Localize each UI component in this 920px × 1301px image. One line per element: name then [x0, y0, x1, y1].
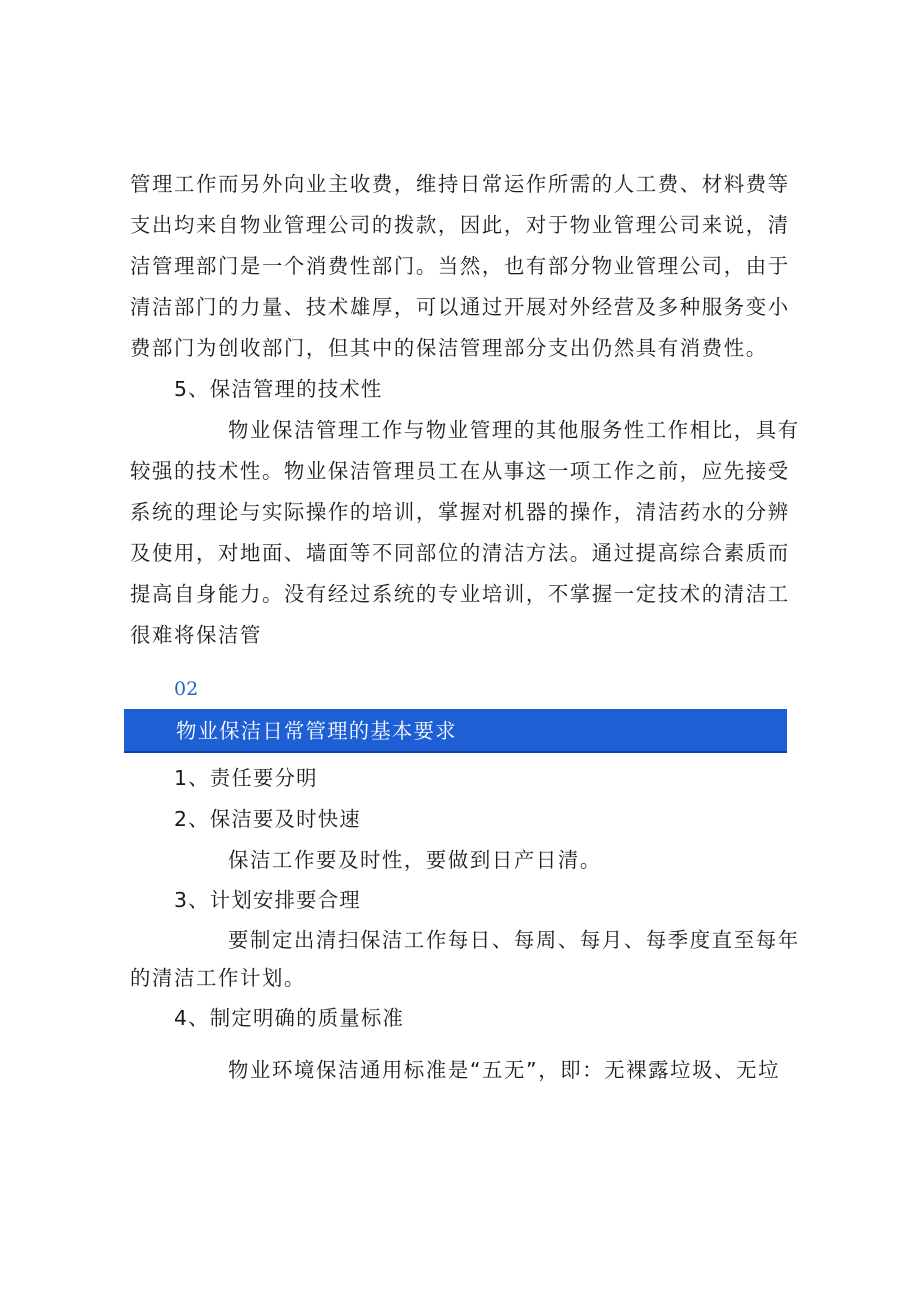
- paragraph-line: 系统的理论与实际操作的培训，掌握对机器的操作，清洁药水的分辨: [130, 500, 790, 524]
- requirement-item-1: 1、责任要分明: [174, 766, 318, 790]
- paragraph-line: 及使用，对地面、墙面等不同部位的清洁方法。通过提高综合素质而: [130, 541, 790, 565]
- requirement-item-2-text: 保洁工作要及时性，要做到日产日清。: [228, 848, 602, 872]
- requirement-item-3-text: 要制定出清扫保洁工作每日、每周、每月、每季度直至每年: [228, 928, 800, 952]
- paragraph-line: 管理工作而另外向业主收费，维持日常运作所需的人工费、材料费等: [130, 172, 790, 196]
- requirement-item-4-text: 物业环境保洁通用标准是“五无”，即：无裸露垃圾、无垃: [228, 1058, 781, 1082]
- paragraph-line: 清洁部门的力量、技术雄厚，可以通过开展对外经营及多种服务变小: [130, 295, 790, 319]
- section-title: 物业保洁日常管理的基本要求: [176, 719, 457, 743]
- paragraph-line: 费部门为创收部门，但其中的保洁管理部分支出仍然具有消费性。: [130, 336, 768, 360]
- item-5-heading: 5、保洁管理的技术性: [174, 377, 383, 401]
- requirement-item-2: 2、保洁要及时快速: [174, 807, 361, 831]
- requirement-item-4: 4、制定明确的质量标准: [174, 1006, 405, 1030]
- section-title-banner: [124, 709, 787, 753]
- requirement-item-3: 3、计划安排要合理: [174, 888, 361, 912]
- paragraph-line: 提高自身能力。没有经过系统的专业培训，不掌握一定技术的清洁工: [130, 582, 790, 606]
- paragraph-line: 支出均来自物业管理公司的拨款，因此，对于物业管理公司来说，清: [130, 213, 790, 237]
- requirement-item-3-text-end: 的清洁工作计划。: [130, 966, 306, 990]
- paragraph-line: 物业保洁管理工作与物业管理的其他服务性工作相比，具有: [228, 418, 800, 442]
- paragraph-line: 洁管理部门是一个消费性部门。当然，也有部分物业管理公司，由于: [130, 254, 790, 278]
- section-number: 02: [174, 678, 199, 700]
- paragraph-line-end: 很难将保洁管: [130, 623, 262, 647]
- paragraph-line: 较强的技术性。物业保洁管理员工在从事这一项工作之前，应先接受: [130, 459, 790, 483]
